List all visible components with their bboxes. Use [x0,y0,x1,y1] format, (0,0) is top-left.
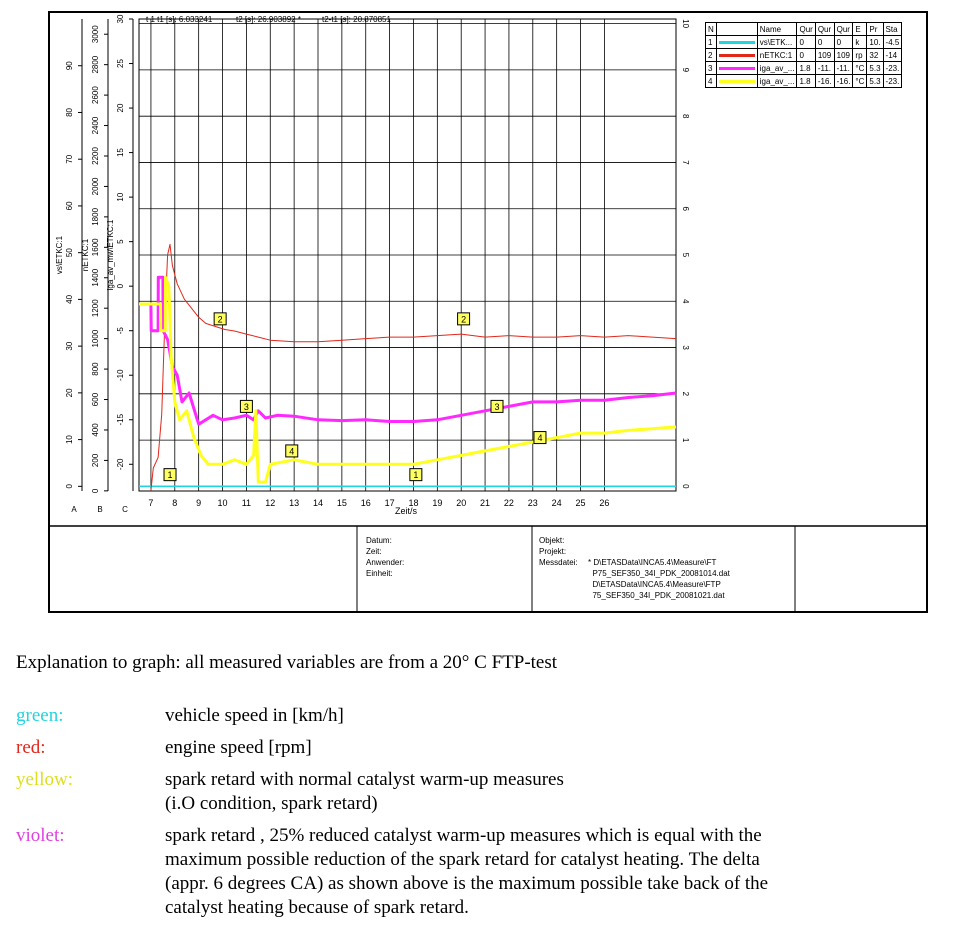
legend-cell: rp [853,49,867,62]
x-tick-label: 26 [599,498,610,508]
legend-cell: nETKC:1 [757,49,797,62]
x-tick-label: 8 [172,498,178,508]
legend-swatch-cell [716,36,757,49]
legend-header-cell: N [706,23,717,36]
legend-swatch-cell [716,62,757,75]
x-tick-label: 11 [241,498,252,508]
legend-cell: °C [853,75,867,88]
left-tick-label: -20 [116,458,125,471]
legend-cell: 5.3 [867,62,883,75]
left-tick-label: 800 [91,362,100,376]
left-tick-label: 15 [116,148,125,158]
left-tick-label: 0 [116,283,125,289]
cursor-t2: t2 [s]: 26.903892 * [236,15,301,24]
x-tick-label: 10 [217,498,228,508]
x-tick-label: 9 [196,498,202,508]
marker-label: 2 [217,314,223,325]
legend-header-cell: E [853,23,867,36]
marker-label: 2 [461,314,467,325]
x-tick-label: 25 [575,498,586,508]
legend-cell: 109 [815,49,834,62]
left-tick-label: 1400 [91,268,100,287]
legend-cell: 0 [797,36,815,49]
legend-header-row [706,23,902,36]
left-tick-label: -15 [116,413,125,426]
left-tick-label: 0 [91,488,100,494]
x-tick-label: 22 [503,498,514,508]
left-tick-label: 10 [65,435,74,445]
x-tick-label: 19 [432,498,443,508]
legend-header-cell [716,23,757,36]
spark-retard-reduced-line [139,277,676,424]
x-tick-label: 7 [148,498,154,508]
left-tick-label: 40 [65,294,74,304]
x-tick-label: 15 [336,498,347,508]
left-tick-label: 90 [65,61,74,71]
marker-label: 3 [243,401,249,412]
legend-swatch-cell [716,75,757,88]
legend-cell: 1.8 [797,62,815,75]
right-tick-label: 7 [681,160,690,165]
footer-measure-files: * D\ETASData\INCA5.4\Measure\FT P75_SEF350_34I_PDK_20081014.dat D\ETASData\INCA5.4\Measure\FTP 75_SEF350_34I_PDK_20081021.dat [588,558,730,600]
right-tick-label: 2 [681,391,690,397]
legend-row[interactable] [706,75,902,88]
right-tick-label: 8 [681,113,690,119]
color-description: engine speed [rpm] [165,737,312,758]
left-tick-label: 2000 [91,177,100,196]
right-tick-label: 3 [681,345,690,350]
cursor-delta: t2-t1 [s]: 20.870851 [322,15,391,24]
left-tick-label: 2200 [91,147,100,165]
left-tick-label: 30 [65,341,74,351]
legend-header-cell: Name [757,23,797,36]
spark-retard-normal-line [139,277,676,482]
legend-header-cell: Pr [867,23,883,36]
x-tick-label: 16 [360,498,371,508]
x-axis-label: Zeit/s [394,506,418,516]
legend-cell: -14 [883,49,902,62]
axis-letter-A: A [71,505,77,514]
axis-letter-C: C [122,505,128,514]
left-tick-label: 1800 [91,207,100,226]
cursor-t1: t 1 t1 [s]: 6.033241 [146,15,213,24]
left-tick-label: 3000 [91,25,100,44]
color-key: yellow: [16,769,73,790]
x-tick-label: 23 [527,498,538,508]
marker-label: 1 [167,470,173,481]
right-tick-label: 10 [681,19,690,29]
legend-color-swatch [719,67,755,70]
legend-cell: 5.3 [867,75,883,88]
legend-cell: 109 [834,49,853,62]
x-tick-label: 18 [408,498,419,508]
left-tick-label: 70 [65,154,74,164]
footer-info-labels: Datum: Zeit: Anwender: Einheit: [366,536,405,578]
color-description: (i.O condition, spark retard) [165,793,378,814]
x-tick-label: 24 [551,498,562,508]
right-tick-label: 1 [681,437,690,443]
left-tick-label: -10 [116,369,125,382]
legend-cell: 0 [797,49,815,62]
left-tick-label: 20 [65,388,74,398]
left-tick-label: 400 [91,423,100,437]
left-tick-label: 80 [65,108,74,117]
x-tick-label: 20 [456,498,467,508]
color-description: catalyst heating because of spark retard. [165,897,469,918]
legend-cell: 0 [834,36,853,49]
color-description: vehicle speed in [km/h] [165,705,344,726]
color-description: maximum possible reduction of the spark retard for catalyst heating. The delta [165,849,760,870]
legend-cell: -23. [883,62,902,75]
left-tick-label: 20 [116,103,125,113]
legend-cell: °C [853,62,867,75]
legend-cell: 1.8 [797,75,815,88]
legend-cell: -16. [815,75,834,88]
legend-header-cell: Qur [797,23,815,36]
legend-color-swatch [719,41,755,44]
legend-cell: 3 [706,62,717,75]
left-tick-label: 10 [116,192,125,202]
left-tick-label: 1200 [91,299,100,318]
footer-object-labels: Objekt: Projekt: Messdatei: [539,536,578,567]
marker-label: 4 [537,433,543,444]
marker-label: 4 [289,446,295,457]
legend-color-swatch [719,54,755,57]
left-tick-label: 2800 [91,55,100,74]
left-tick-label: 2600 [91,86,100,105]
color-key: green: [16,705,64,726]
axis-letter-B: B [97,505,103,514]
right-tick-label: 6 [681,206,690,211]
left-tick-label: 5 [116,239,125,244]
axis-title-C: iga_av_mw\ETKC:1 [106,219,115,291]
legend-cell: iga_av_... [757,62,797,75]
legend-cell: -11. [815,62,834,75]
channel-legend [705,22,902,88]
legend-cell: -23. [883,75,902,88]
left-tick-label: 0 [65,484,74,489]
left-tick-label: 600 [91,392,100,407]
color-description: (appr. 6 degrees CA) as shown above is the maximum possible take back of the [165,873,769,894]
x-tick-label: 17 [384,498,395,508]
legend-color-swatch [719,80,755,83]
explanation-intro: Explanation to graph: all measured variables are from a 20° C FTP-test [16,652,558,673]
axis-title-A: vs\ETKC:1 [55,235,64,275]
left-tick-label: 50 [65,248,74,258]
left-tick-label: 30 [116,14,125,24]
left-tick-label: 25 [116,59,125,68]
legend-cell: 0 [815,36,834,49]
legend-cell: -11. [834,62,853,75]
legend-cell: 4 [706,75,717,88]
left-tick-label: -5 [116,327,125,335]
left-tick-label: 1000 [91,329,100,348]
right-tick-label: 9 [681,67,690,73]
legend-row[interactable] [706,62,902,75]
legend-header-cell: Qur [834,23,853,36]
legend-cell: vs\ETK... [757,36,797,49]
color-key: violet: [16,825,65,846]
marker-label: 3 [494,401,500,412]
color-key: red: [16,737,46,758]
x-tick-label: 13 [289,498,300,508]
legend-row[interactable] [706,49,902,62]
legend-cell: 10. [867,36,883,49]
right-tick-label: 4 [681,299,690,304]
legend-cell: k [853,36,867,49]
axis-title-B: nETKC:1 [81,238,90,272]
legend-cell: iga_av_... [757,75,797,88]
legend-cell: 1 [706,36,717,49]
legend-cell: -4.5 [883,36,902,49]
right-tick-label: 0 [681,484,690,489]
color-description: spark retard , 25% reduced catalyst warm-up measures which is equal with the [165,825,762,846]
legend-cell: 32 [867,49,883,62]
color-description: spark retard with normal catalyst warm-up measures [165,769,564,790]
marker-label: 1 [413,470,419,481]
left-tick-label: 200 [91,453,100,468]
legend-header-cell: Sta [883,23,902,36]
legend-header-cell: Qur [815,23,834,36]
x-tick-label: 12 [265,498,276,508]
x-tick-label: 21 [480,498,491,508]
left-tick-label: 1600 [91,238,100,257]
left-tick-label: 2400 [91,116,100,135]
right-tick-label: 5 [681,252,690,258]
left-tick-label: 60 [65,201,74,211]
legend-row[interactable] [706,36,902,49]
legend-swatch-cell [716,49,757,62]
x-tick-label: 14 [312,498,324,508]
legend-cell: -16. [834,75,853,88]
legend-cell: 2 [706,49,717,62]
